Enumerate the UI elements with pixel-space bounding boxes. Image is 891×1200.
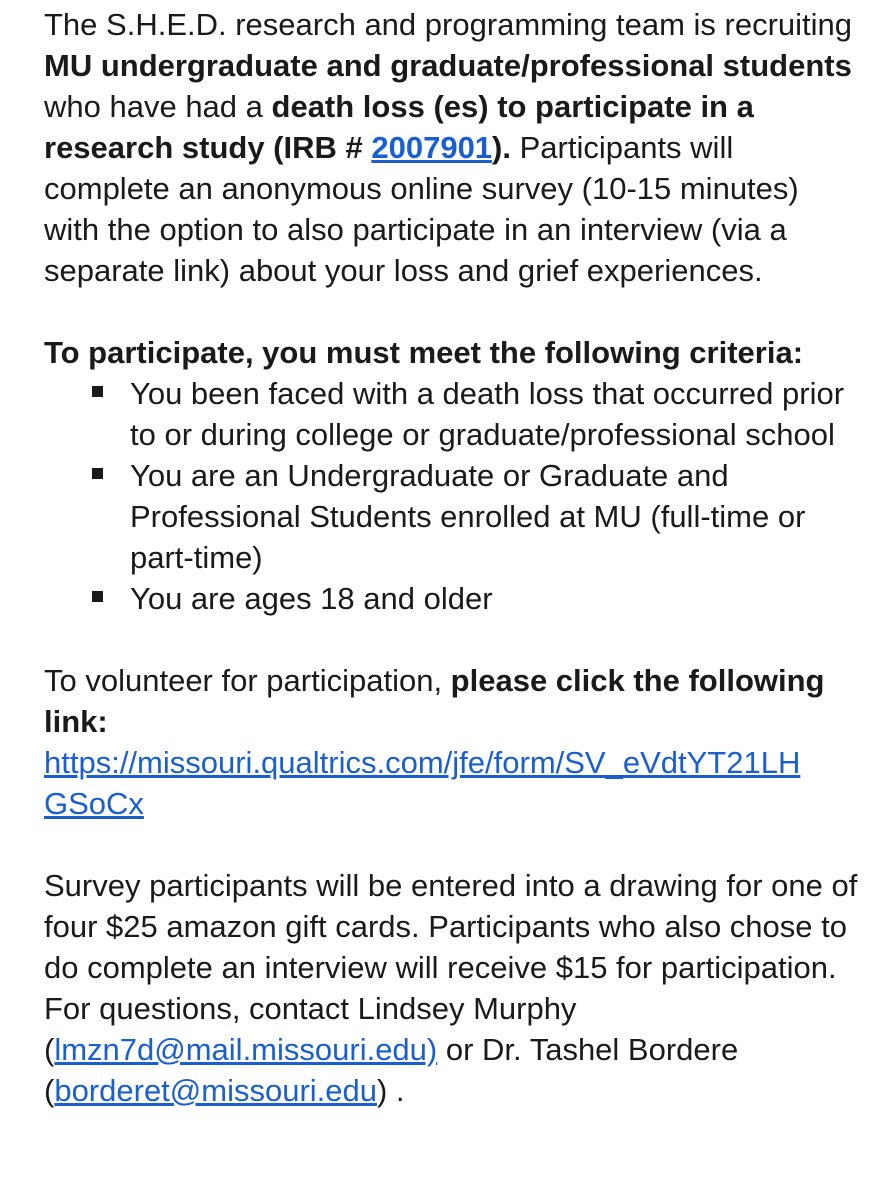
- criteria-heading: To participate, you must meet the following criteria:: [44, 335, 804, 370]
- intro-bold-students: MU undergraduate and graduate/professional students: [44, 48, 852, 83]
- intro-text-3: Participants will complete an anonymous online survey (10-15 minutes) with the option to also participate in an interview (via a separate link) about your loss and grief experiences.: [44, 130, 799, 288]
- volunteer-bold: please click the following link:: [44, 663, 825, 739]
- criteria-item: You been faced with a death loss that occurred prior to or during college or graduate/professional school: [44, 373, 861, 455]
- drawing-text: Survey participants will be entered into a drawing for one of four $25 amazon gift cards. Participants who also chose to do complete an interview will receive $15 for participation. For questions, contact Lindsey Murphy (: [44, 868, 858, 1067]
- criteria-item: You are an Undergraduate or Graduate and Professional Students enrolled at MU (full-time or part-time): [44, 455, 861, 578]
- volunteer-text: To volunteer for participation,: [44, 663, 451, 698]
- drawing-paragraph: [44, 865, 861, 1111]
- square-bullet-icon: [92, 468, 103, 479]
- square-bullet-icon: [92, 386, 103, 397]
- intro-text-1: The S.H.E.D. research and programming team is recruiting: [44, 7, 853, 42]
- square-bullet-icon: [92, 591, 103, 602]
- survey-link[interactable]: https://missouri.qualtrics.com/jfe/form/SV_eVdtYT21LH GSoCx: [44, 745, 801, 821]
- intro-paragraph: [44, 4, 861, 291]
- drawing-end-text: ) .: [377, 1073, 405, 1108]
- volunteer-paragraph: [44, 660, 861, 824]
- intro-text-2: who have had a: [44, 89, 272, 124]
- bordere-email-link[interactable]: borderet@missouri.edu: [54, 1073, 377, 1108]
- intro-bold-study: death loss (es) to participate in a research study (IRB #: [44, 89, 754, 165]
- intro-bold-close: ).: [492, 130, 511, 165]
- lindsey-email-link[interactable]: lmzn7d@mail.missouri.edu): [54, 1032, 438, 1067]
- criteria-list: [44, 373, 861, 619]
- irb-link[interactable]: 2007901: [371, 130, 493, 165]
- criteria-item: You are ages 18 and older: [44, 578, 861, 619]
- drawing-mid-text: or Dr. Tashel Bordere (: [44, 1032, 739, 1108]
